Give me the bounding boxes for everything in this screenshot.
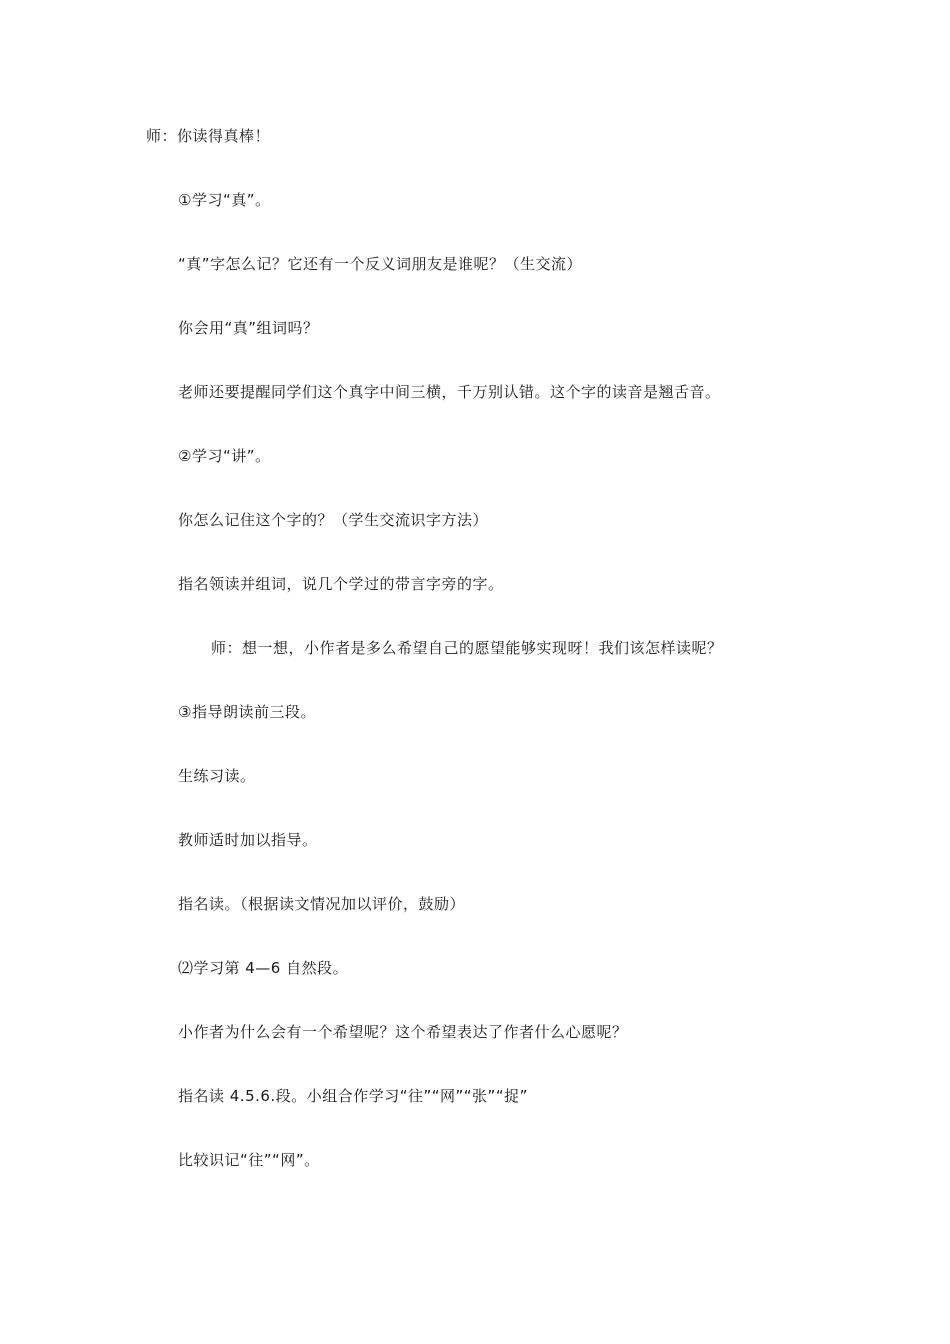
text-line: “真”字怎么记？它还有一个反义词朋友是谁呢？（生交流） (178, 255, 583, 273)
text-line: 比较识记“往”“网”。 (178, 1151, 320, 1169)
text-line: 小作者为什么会有一个希望呢？这个希望表达了作者什么心愿呢？ (178, 1023, 628, 1041)
text-line: 你会用“真”组词吗？ (178, 319, 319, 337)
text-line: 师：想一想，小作者是多么希望自己的愿望能够实现呀！我们该怎样读呢？ (211, 639, 723, 657)
text-line: 指名领读并组词，说几个学过的带言字旁的字。 (178, 575, 504, 593)
text-line: 指名读 4.5.6.段。小组合作学习“往”“网”“张”“捉” (178, 1087, 528, 1105)
text-line: 老师还要提醒同学们这个真字中间三横，千万别认错。这个字的读音是翘舌音。 (178, 383, 721, 401)
text-line: 你怎么记住这个字的？（学生交流识字方法） (178, 511, 489, 529)
text-line: 指名读。（根据读文情况加以评价，鼓励） (178, 895, 466, 913)
text-line: ②学习“讲”。 (178, 447, 271, 465)
text-line: 生练习读。 (178, 767, 256, 785)
text-line: 教师适时加以指导。 (178, 831, 318, 849)
text-line: ③指导朗读前三段。 (178, 703, 316, 721)
text-line: ⑵学习第 4—6 自然段。 (178, 959, 349, 977)
text-line: 师：你读得真棒！ (146, 127, 271, 145)
text-line: ①学习“真”。 (178, 191, 271, 209)
